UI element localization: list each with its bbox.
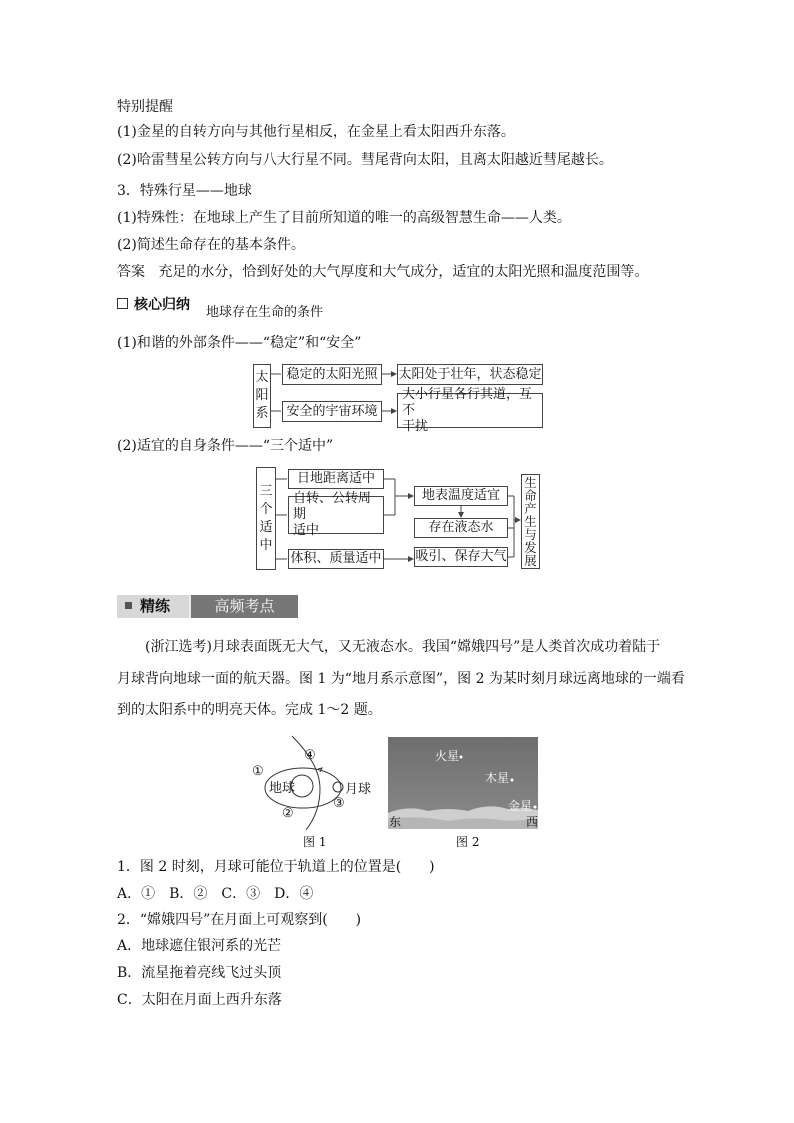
self-mid-box-3: 吸引、保存大气 [414, 547, 508, 567]
fig2-mars: 火星 [435, 749, 460, 763]
fig2-jupiter: 木星 [485, 771, 510, 785]
self-heading: (2)适宜的自身条件——“三个适中” [117, 438, 334, 454]
fig1-caption: 图 1 [303, 835, 327, 849]
practice-tag: 高频考点 [191, 595, 298, 618]
self-result-box: 生 命 产 生 与 发 展 [521, 474, 540, 569]
intro-line-2: 月球背向地球一面的航天器。图 1 为“地月系示意图”，图 2 为某时刻月球远离地球的一端看 [117, 671, 685, 687]
fig2-east: 东 [389, 815, 402, 829]
question-2-option-b: B．流星拖着亮线飞过头顶 [117, 965, 282, 981]
section-item-1: (1)特殊性：在地球上产生了目前所知道的唯一的高级智慧生命——人类。 [117, 210, 571, 226]
self-left-box-1: 日地距离适中 [288, 469, 384, 489]
fig1-pos-4: ④ [304, 748, 316, 763]
intro-line-1: (浙江选考)月球表面既无大气，又无液态水。我国“嫦娥四号”是人类首次成功着陆于 [145, 639, 661, 655]
fig2-venus: 金星 [508, 799, 533, 813]
question-2-option-c: C．太阳在月面上西升东落 [117, 992, 282, 1008]
ext-right-box-1: 太阳处于壮年，状态稳定 [397, 364, 543, 385]
fig1-earth-label: 地球 [269, 781, 296, 796]
tip-title: 特别提醒 [117, 99, 173, 115]
tip-line-1: (1)金星的自转方向与其他行星相反，在金星上看太阳西升东落。 [117, 124, 515, 140]
self-left-box-3: 体积、质量适中 [288, 549, 384, 569]
fig1-pos-2: ② [282, 806, 294, 821]
practice-banner [117, 595, 298, 618]
ext-right-box-2: 大小行星各行其道，互不 干扰 [397, 393, 543, 428]
fig2-west: 西 [526, 815, 539, 829]
section-item-2: (2)简述生命存在的基本条件。 [117, 237, 305, 253]
ext-left-box-2: 安全的宇宙环境 [282, 401, 382, 422]
banner-square-icon [125, 602, 132, 609]
ext-root-box: 太 阳 系 [253, 364, 271, 428]
question-1-stem: 1．图 2 时刻，月球可能位于轨道上的位置是( ) [117, 859, 435, 875]
fig1-pos-3: ③ [333, 796, 345, 811]
section-heading: 3．特殊行星——地球 [117, 183, 252, 199]
summary-label: 核心归纳 [117, 295, 190, 315]
external-heading: (1)和谐的外部条件——“稳定”和“安全” [117, 335, 362, 351]
question-2-stem: 2．“嫦娥四号”在月面上可观察到( ) [117, 912, 362, 928]
fig2-caption: 图 2 [456, 835, 480, 849]
answer-text: 充足的水分，恰到好处的大气厚度和大气成分，适宜的太阳光照和温度范围等。 [158, 264, 649, 280]
answer-label: 答案 [117, 264, 145, 280]
practice-label: 精练 [117, 595, 189, 618]
self-mid-box-2: 存在液态水 [414, 518, 508, 538]
question-1-options: A．① B．② C．③ D．④ [117, 886, 314, 902]
tip-line-2: (2)哈雷彗星公转方向与八大行星不同。彗尾背向太阳，且离太阳越近彗尾越长。 [117, 152, 613, 168]
fig1-pos-1: ① [252, 764, 264, 779]
question-2-option-a: A．地球遮住银河系的光芒 [117, 938, 282, 954]
intro-line-3: 到的太阳系中的明亮天体。完成 1～2 题。 [117, 702, 382, 718]
self-root-box: 三 个 适 中 [256, 467, 276, 570]
summary-title: 地球存在生命的条件 [206, 305, 324, 320]
self-left-box-2: 自转、公转周期 适中 [288, 496, 384, 534]
self-mid-box-1: 地表温度适宜 [414, 486, 508, 506]
ext-left-box-1: 稳定的太阳光照 [282, 364, 382, 385]
fig1-moon-label: 月球 [345, 782, 372, 797]
